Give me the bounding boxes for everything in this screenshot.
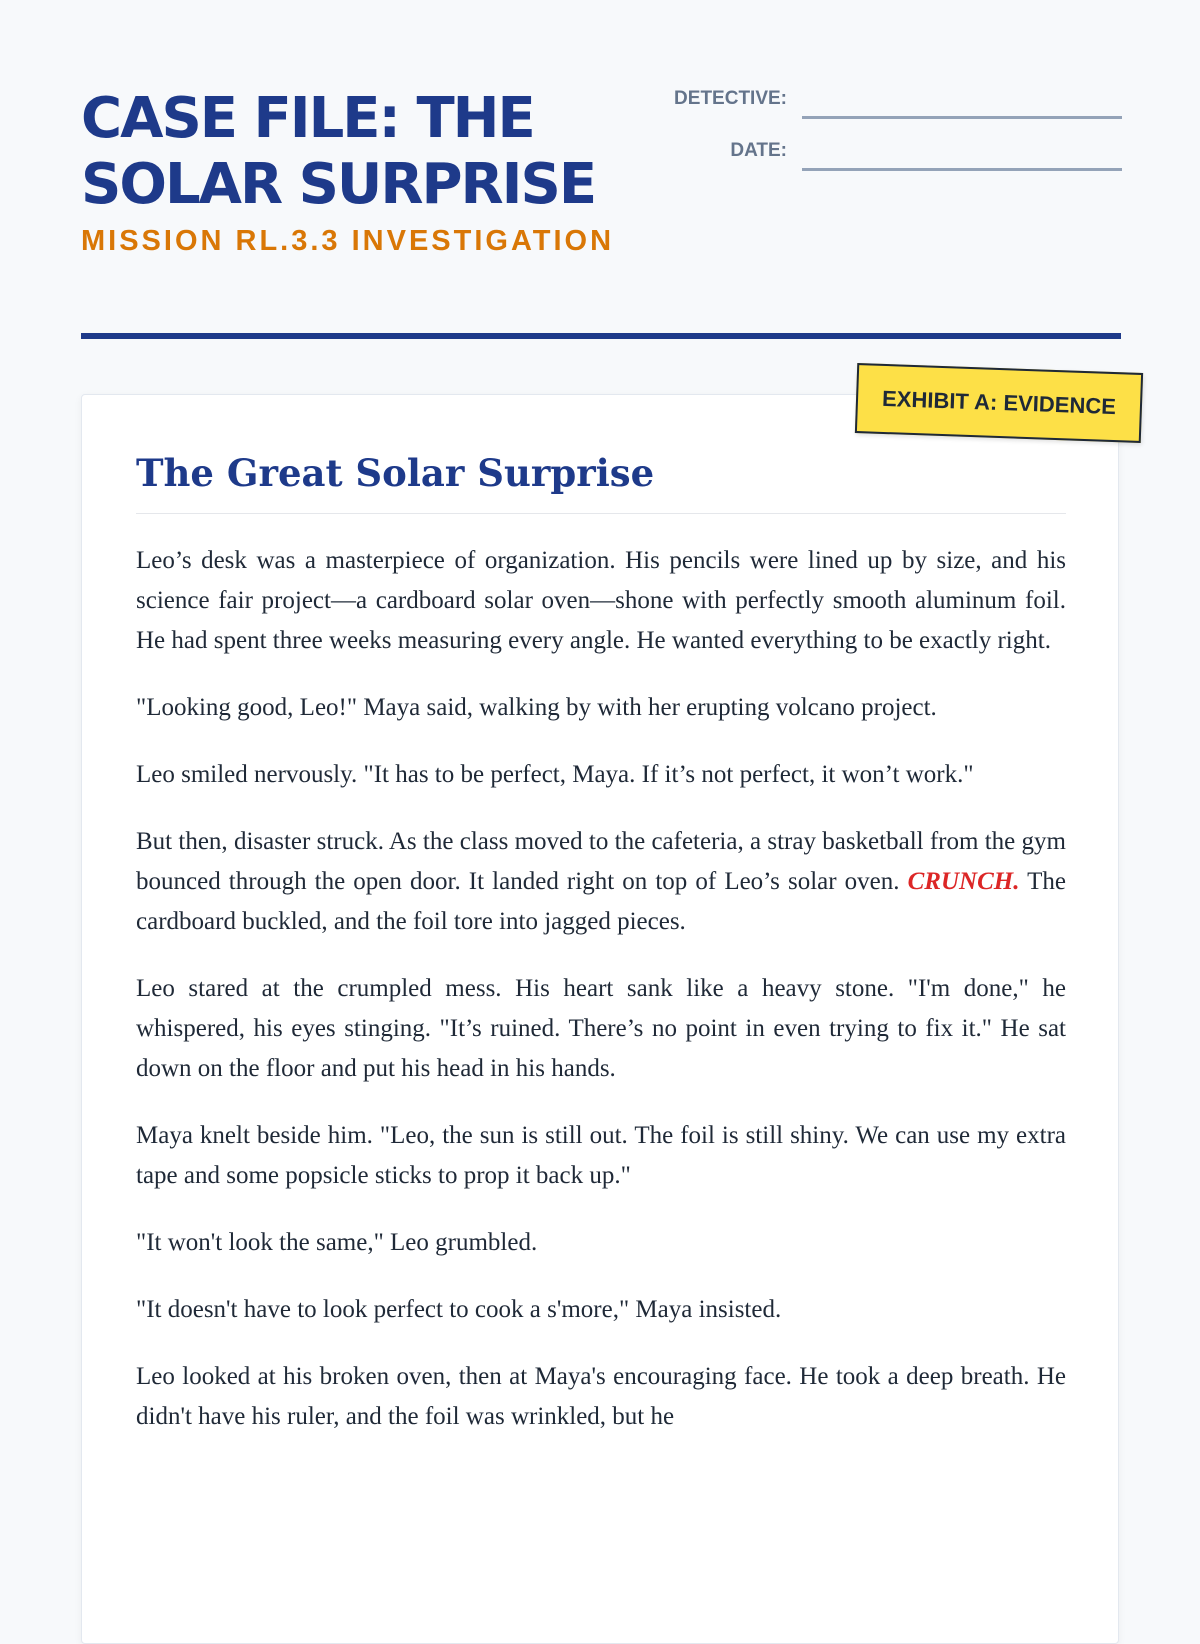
story-paragraph: "Looking good, Leo!" Maya said, walking by with her erupting volcano project.	[136, 694, 937, 721]
header-divider	[81, 333, 1121, 339]
date-label: DATE:	[730, 140, 787, 161]
detective-field[interactable]	[802, 116, 1122, 119]
detective-row	[661, 80, 1121, 120]
sound-effect: CRUNCH.	[907, 868, 1020, 895]
detective-label: DETECTIVE:	[674, 88, 787, 109]
story-paragraph: Leo looked at his broken oven, then at Maya's encouraging face. He took a deep breath. He didn't have his ruler, and the foil was wrinkled, but he	[136, 1363, 1066, 1430]
exhibit-tag: EXHIBIT A: EVIDENCE	[855, 363, 1143, 443]
story-text: The cardboard buckled, and the foil tore into jagged pieces.	[136, 868, 1066, 935]
worksheet-header	[81, 80, 1121, 280]
story-paragraph: Maya knelt beside him. "Leo, the sun is still out. The foil is still shiny. We can use my extra tape and some popsicle sticks to prop it back up."	[136, 1122, 1066, 1189]
story-text: But then, disaster struck. As the class moved to the cafeteria, a stray basketball from the gym bounced through the open door. It landed right on top of Leo’s solar oven.	[136, 828, 1066, 895]
story-paragraph-crunch	[136, 822, 1066, 942]
date-row	[661, 132, 1121, 172]
story-paragraph: Leo’s desk was a masterpiece of organization. His pencils were lined up by size, and his science fair project—a cardboard solar oven—shone with perfectly smooth aluminum foil. He had spent three weeks measuring every angle. He wanted everything to be exactly right.	[136, 547, 1066, 654]
story-paragraph: Leo stared at the crumpled mess. His heart sank like a heavy stone. "I'm done," he whispered, his eyes stinging. "It’s ruined. There’s no point in even trying to fix it." He sat down on the floor and put his head in his hands.	[136, 975, 1066, 1082]
story-paragraph: "It doesn't have to look perfect to cook a s'more," Maya insisted.	[136, 1296, 782, 1323]
evidence-card	[81, 394, 1119, 1644]
story-title: The Great Solar Surprise	[136, 449, 1066, 514]
date-field[interactable]	[802, 168, 1122, 171]
case-file-title: CASE FILE: THE SOLAR SURPRISE	[81, 86, 596, 217]
mission-subtitle: MISSION RL.3.3 INVESTIGATION	[81, 225, 615, 257]
story-paragraph: Leo smiled nervously. "It has to be perfect, Maya. If it’s not perfect, it won’t work."	[136, 761, 974, 788]
story-paragraph: "It won't look the same," Leo grumbled.	[136, 1229, 538, 1256]
story-body	[136, 541, 1066, 1464]
